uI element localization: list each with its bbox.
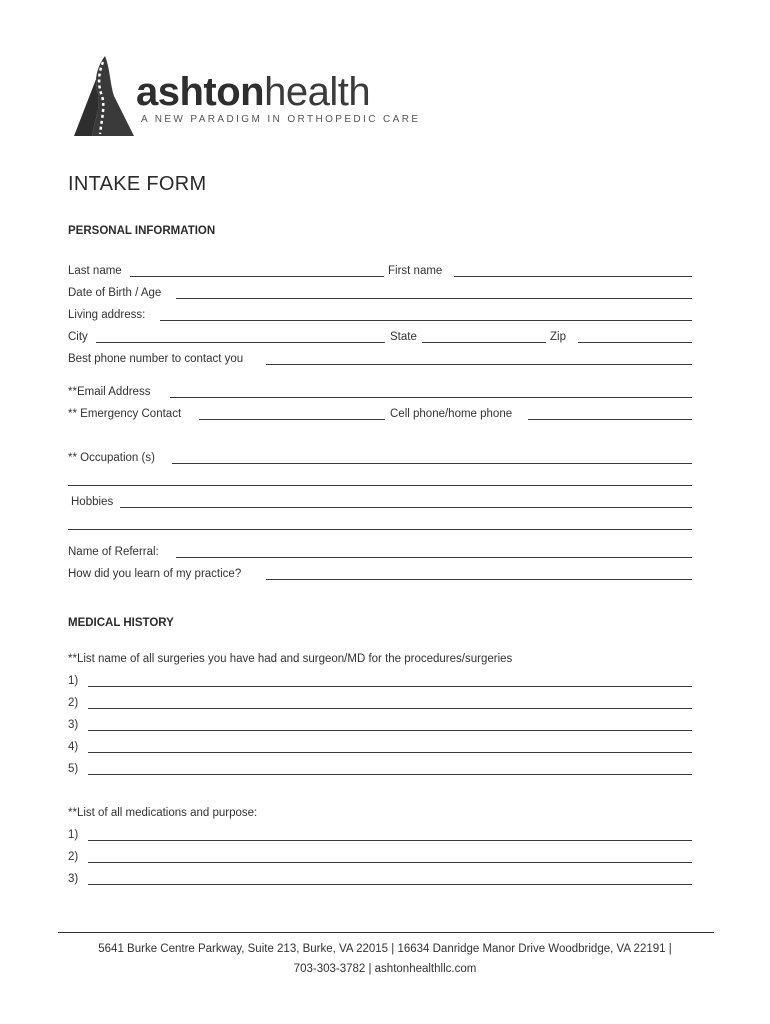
hobbies-field-line-2[interactable]	[68, 529, 692, 530]
surgery-line	[68, 717, 692, 733]
living-address-field[interactable]	[160, 320, 692, 321]
dob-field[interactable]	[176, 298, 692, 299]
learn-row	[68, 566, 692, 582]
zip-field[interactable]	[578, 342, 692, 343]
first-name-label: First name	[388, 265, 443, 277]
brand-name-light: health	[264, 70, 371, 114]
city-field[interactable]	[96, 342, 385, 343]
last-name-label: Last name	[68, 265, 122, 277]
surgery-line	[68, 695, 692, 711]
best-phone-label: Best phone number to contact you	[68, 353, 244, 365]
cell-phone-label: Cell phone/home phone	[390, 408, 513, 420]
living-address-label: Living address:	[68, 309, 146, 321]
medication-line	[68, 827, 692, 843]
best-phone-field[interactable]	[266, 364, 692, 365]
emergency-contact-field[interactable]	[199, 419, 385, 420]
footer-addresses: 5641 Burke Centre Parkway, Suite 213, Burke, VA 22015 | 16634 Danridge Manor Drive Woodbridge, VA 22191 |	[98, 943, 672, 955]
spine-logo-icon	[74, 56, 136, 141]
medication-field[interactable]	[88, 840, 692, 841]
surgery-field[interactable]	[88, 686, 692, 687]
medications-prompt: **List of all medications and purpose:	[68, 807, 258, 819]
medication-number: 3)	[68, 873, 79, 885]
zip-label: Zip	[550, 331, 566, 343]
surgery-line	[68, 673, 692, 689]
living-address-row	[68, 307, 692, 323]
last-first-name-row	[68, 263, 692, 279]
surgery-number: 2)	[68, 697, 79, 709]
footer-contact: 703-303-3782 | ashtonhealthllc.com	[293, 963, 477, 975]
section-heading-medical: MEDICAL HISTORY	[68, 617, 174, 629]
surgery-field[interactable]	[88, 730, 692, 731]
surgery-line	[68, 761, 692, 777]
surgery-field[interactable]	[88, 708, 692, 709]
occupation-label: ** Occupation (s)	[68, 452, 155, 464]
emergency-contact-row	[68, 406, 692, 422]
surgery-number: 3)	[68, 719, 79, 731]
medication-number: 2)	[68, 851, 79, 863]
best-phone-row	[68, 351, 692, 367]
referral-label: Name of Referral:	[68, 546, 159, 558]
first-name-field[interactable]	[454, 276, 692, 277]
occupation-field-line-2[interactable]	[68, 485, 692, 486]
footer-divider	[58, 932, 714, 933]
brand-name-bold: ashton	[136, 70, 265, 114]
medication-line	[68, 849, 692, 865]
cell-phone-field[interactable]	[528, 419, 692, 420]
surgery-number: 5)	[68, 763, 79, 775]
occupation-row-continued	[68, 472, 692, 488]
hobbies-label: Hobbies	[71, 496, 114, 508]
surgery-number: 1)	[68, 675, 79, 687]
surgery-field[interactable]	[88, 774, 692, 775]
state-label: State	[390, 331, 417, 343]
hobbies-field[interactable]	[120, 507, 692, 508]
referral-field[interactable]	[176, 557, 692, 558]
medication-field[interactable]	[88, 884, 692, 885]
email-row	[68, 384, 692, 400]
brand-tagline: A NEW PARADIGM IN ORTHOPEDIC CARE	[141, 114, 421, 125]
referral-row	[68, 544, 692, 560]
dob-label: Date of Birth / Age	[68, 287, 162, 299]
page-title: INTAKE FORM	[68, 173, 207, 195]
email-field[interactable]	[170, 397, 692, 398]
surgeries-prompt-row	[68, 651, 692, 667]
hobbies-row	[68, 494, 692, 510]
surgery-line	[68, 739, 692, 755]
medication-field[interactable]	[88, 862, 692, 863]
section-heading-personal: PERSONAL INFORMATION	[68, 225, 216, 237]
medications-prompt-row	[68, 805, 692, 821]
city-state-zip-row	[68, 329, 692, 345]
occupation-row	[68, 450, 692, 466]
occupation-field[interactable]	[172, 463, 692, 464]
learn-field[interactable]	[266, 579, 692, 580]
last-name-field[interactable]	[130, 276, 384, 277]
surgeries-prompt: **List name of all surgeries you have had and surgeon/MD for the procedures/surgeries	[68, 653, 513, 665]
brand-name	[136, 70, 370, 114]
state-field[interactable]	[422, 342, 546, 343]
email-label: **Email Address	[68, 386, 151, 398]
medication-number: 1)	[68, 829, 79, 841]
learn-label: How did you learn of my practice?	[68, 568, 242, 580]
city-label: City	[68, 331, 88, 343]
surgery-field[interactable]	[88, 752, 692, 753]
medication-line	[68, 871, 692, 887]
dob-row	[68, 285, 692, 301]
hobbies-row-continued	[68, 516, 692, 532]
emergency-contact-label: ** Emergency Contact	[68, 408, 182, 420]
surgery-number: 4)	[68, 741, 79, 753]
